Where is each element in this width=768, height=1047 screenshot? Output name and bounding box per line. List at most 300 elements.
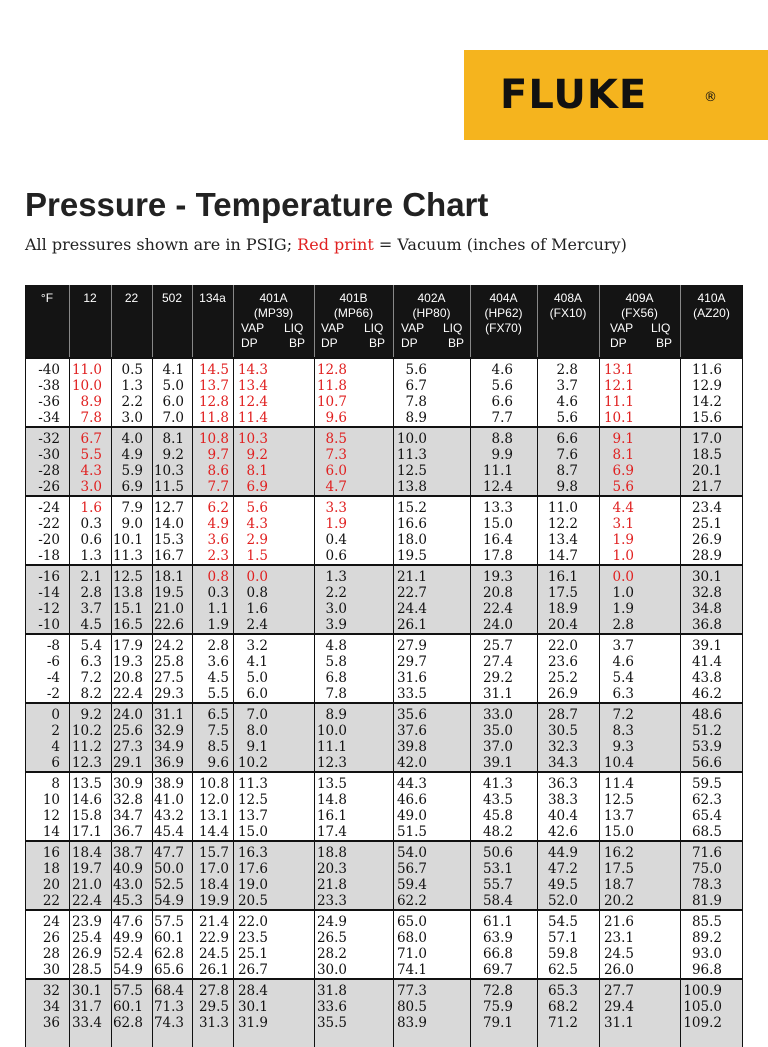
cell-r22: 4.0 [121, 431, 143, 447]
cell-r408a: 32.3 [547, 739, 578, 755]
cell-temp: -8 [46, 638, 60, 654]
table-row [25, 776, 743, 792]
cell-r404a: 31.1 [482, 686, 513, 702]
cell-r410a: 32.8 [691, 585, 722, 601]
table-row [25, 845, 743, 861]
cell-r401a: 6.9 [246, 479, 268, 495]
cell-r401a: 10.2 [237, 755, 268, 771]
table-row [25, 946, 743, 962]
cell-r410a: 28.9 [691, 548, 722, 564]
cell-r401b: 12.3 [316, 755, 347, 771]
cell-r404a: 7.7 [491, 410, 513, 426]
cell-r409a: 8.1 [612, 447, 634, 463]
cell-r12: 2.1 [80, 569, 102, 585]
table-row [25, 410, 743, 426]
cell-r408a: 13.4 [547, 532, 578, 548]
table-row [25, 617, 743, 633]
cell-r401a: 14.3 [237, 362, 268, 378]
cell-r404a: 22.4 [482, 601, 513, 617]
cell-r401b: 3.3 [325, 500, 347, 516]
cell-r409a: 1.9 [612, 532, 634, 548]
cell-r410a: 81.9 [691, 893, 722, 909]
cell-temp: 26 [42, 930, 60, 946]
cell-r134a: 1.1 [207, 601, 229, 617]
cell-r12: 31.7 [71, 999, 102, 1015]
cell-r12: 19.7 [71, 861, 102, 877]
table-row [25, 654, 743, 670]
cell-r410a: 68.5 [691, 824, 722, 840]
cell-r408a: 52.0 [547, 893, 578, 909]
table-row [25, 638, 743, 654]
cell-temp: -32 [38, 431, 60, 447]
cell-r134a: 2.3 [207, 548, 229, 564]
cell-r404a: 69.7 [482, 962, 513, 978]
cell-r402a: 83.9 [396, 1015, 427, 1031]
cell-r409a: 21.6 [603, 914, 634, 930]
cell-r22: 57.5 [112, 983, 143, 999]
cell-r401a: 28.4 [237, 983, 268, 999]
cell-r404a: 24.0 [482, 617, 513, 633]
cell-temp: 8 [51, 776, 60, 792]
cell-temp: -10 [38, 617, 60, 633]
cell-r401b: 13.5 [316, 776, 347, 792]
cell-r12: 7.8 [80, 410, 102, 426]
header-divider [599, 285, 600, 357]
header-r409a-name: 409A [625, 291, 654, 305]
cell-r401a: 2.9 [246, 532, 268, 548]
cell-r408a: 30.5 [547, 723, 578, 739]
header-temp [25, 285, 69, 357]
cell-r401b: 5.8 [325, 654, 347, 670]
cell-r408a: 26.9 [547, 686, 578, 702]
cell-r12: 1.6 [80, 500, 102, 516]
cell-r404a: 16.4 [482, 532, 513, 548]
temperature-block [25, 978, 743, 1047]
cell-r134a: 13.1 [198, 808, 229, 824]
cell-r409a: 6.3 [612, 686, 634, 702]
cell-r22: 5.9 [121, 463, 143, 479]
cell-r409a: 9.3 [612, 739, 634, 755]
cell-r408a: 47.2 [547, 861, 578, 877]
header-divider [393, 285, 394, 357]
cell-r401a: 16.3 [237, 845, 268, 861]
cell-r134a: 4.5 [207, 670, 229, 686]
cell-r502: 9.2 [162, 447, 184, 463]
cell-r408a: 54.5 [547, 914, 578, 930]
cell-r401b: 0.4 [325, 532, 347, 548]
cell-r22: 10.1 [112, 532, 143, 548]
header-divider [192, 285, 193, 357]
cell-r134a: 17.0 [198, 861, 229, 877]
header-r409a [599, 285, 680, 357]
cell-r402a: 46.6 [396, 792, 427, 808]
cell-r12: 1.3 [80, 548, 102, 564]
cell-r401b: 1.3 [325, 569, 347, 585]
registered-mark: ® [704, 90, 717, 105]
cell-r409a: 16.2 [603, 845, 634, 861]
header-r404a-alias: (HP62) [484, 306, 523, 320]
cell-temp: 0 [51, 707, 60, 723]
cell-temp: -24 [38, 500, 60, 516]
cell-r404a: 17.8 [482, 548, 513, 564]
cell-temp: -26 [38, 479, 60, 495]
table-row [25, 824, 743, 840]
cell-r502: 22.6 [153, 617, 184, 633]
cell-r12: 25.4 [71, 930, 102, 946]
cell-temp: 34 [42, 999, 60, 1015]
cell-r408a: 11.0 [547, 500, 578, 516]
cell-r409a: 26.0 [603, 962, 634, 978]
cell-r502: 52.5 [153, 877, 184, 893]
cell-r401a: 5.0 [246, 670, 268, 686]
cell-r134a: 7.5 [207, 723, 229, 739]
cell-r12: 13.5 [71, 776, 102, 792]
cell-r12: 22.4 [71, 893, 102, 909]
cell-r134a: 29.5 [198, 999, 229, 1015]
cell-r22: 17.9 [112, 638, 143, 654]
cell-r502: 71.3 [153, 999, 184, 1015]
cell-temp: -36 [38, 394, 60, 410]
cell-r408a: 28.7 [547, 707, 578, 723]
cell-r408a: 68.2 [547, 999, 578, 1015]
cell-r401a: 30.1 [237, 999, 268, 1015]
temperature-block [25, 357, 743, 426]
cell-r401b: 10.7 [316, 394, 347, 410]
cell-r409a: 8.3 [612, 723, 634, 739]
cell-r404a: 48.2 [482, 824, 513, 840]
vap-label: VAP [241, 321, 265, 335]
header-r402a-alias: (HP80) [412, 306, 451, 320]
header-r410a [680, 285, 743, 357]
cell-r410a: 11.6 [691, 362, 722, 378]
cell-r502: 32.9 [153, 723, 184, 739]
cell-r402a: 54.0 [396, 845, 427, 861]
cell-r12: 6.7 [80, 431, 102, 447]
cell-r409a: 10.1 [603, 410, 634, 426]
cell-r22: 0.5 [121, 362, 143, 378]
cell-r410a: 14.2 [691, 394, 722, 410]
cell-r134a: 26.1 [198, 962, 229, 978]
cell-r401b: 3.9 [325, 617, 347, 633]
cell-r410a: 21.7 [691, 479, 722, 495]
table-row [25, 516, 743, 532]
cell-r22: 36.7 [112, 824, 143, 840]
cell-r12: 4.3 [80, 463, 102, 479]
header-r410a-alias: (AZ20) [693, 306, 730, 320]
cell-r402a: 71.0 [396, 946, 427, 962]
cell-r502: 47.7 [153, 845, 184, 861]
cell-r134a: 9.7 [207, 447, 229, 463]
cell-temp: -20 [38, 532, 60, 548]
page-subtitle [25, 235, 627, 254]
table-row [25, 362, 743, 378]
header-r404a-name: 404A [489, 291, 518, 305]
cell-r410a: 62.3 [691, 792, 722, 808]
cell-r409a: 7.2 [612, 707, 634, 723]
cell-r402a: 10.0 [396, 431, 427, 447]
cell-r410a: 36.8 [691, 617, 722, 633]
cell-temp: 6 [51, 755, 60, 771]
cell-r408a: 14.7 [547, 548, 578, 564]
cell-r410a: 53.9 [691, 739, 722, 755]
subtitle-post: = Vacuum (inches of Mercury) [373, 235, 627, 254]
cell-r401a: 8.0 [246, 723, 268, 739]
cell-r404a: 15.0 [482, 516, 513, 532]
cell-r402a: 27.9 [396, 638, 427, 654]
cell-r401a: 22.0 [237, 914, 268, 930]
cell-r22: 30.9 [112, 776, 143, 792]
cell-temp: 14 [42, 824, 60, 840]
table-row [25, 962, 743, 978]
cell-r409a: 13.7 [603, 808, 634, 824]
cell-r404a: 45.8 [482, 808, 513, 824]
cell-temp: -4 [46, 670, 60, 686]
cell-r410a: 23.4 [691, 500, 722, 516]
cell-r402a: 77.3 [396, 983, 427, 999]
cell-r401b: 20.3 [316, 861, 347, 877]
header-divider [233, 285, 234, 357]
cell-r134a: 2.8 [207, 638, 229, 654]
column-divider [192, 357, 193, 1047]
cell-temp: -16 [38, 569, 60, 585]
cell-temp: 12 [42, 808, 60, 824]
cell-r401a: 5.6 [246, 500, 268, 516]
cell-temp: 2 [51, 723, 60, 739]
cell-r401b: 6.0 [325, 463, 347, 479]
cell-r410a: 89.2 [691, 930, 722, 946]
cell-r408a: 71.2 [547, 1015, 578, 1031]
header-r408a-name: 408A [553, 291, 583, 305]
cell-r409a: 12.1 [603, 378, 634, 394]
cell-r408a: 44.9 [547, 845, 578, 861]
cell-r12: 4.5 [80, 617, 102, 633]
cell-r404a: 43.5 [482, 792, 513, 808]
vap-label: VAP [401, 321, 425, 335]
table-row [25, 548, 743, 564]
header-r402a [393, 285, 470, 357]
cell-r410a: 12.9 [691, 378, 722, 394]
cell-r401a: 4.3 [246, 516, 268, 532]
cell-r401a: 11.3 [237, 776, 268, 792]
header-r401b-name: 401B [339, 291, 368, 305]
cell-r410a: 51.2 [691, 723, 722, 739]
cell-r12: 11.0 [71, 362, 102, 378]
header-r22 [111, 285, 152, 357]
dp-label: DP [321, 336, 338, 350]
cell-r12: 15.8 [71, 808, 102, 824]
cell-r409a: 5.4 [612, 670, 634, 686]
cell-r402a: 59.4 [396, 877, 427, 893]
cell-r410a: 109.2 [683, 1015, 722, 1031]
cell-r22: 38.7 [112, 845, 143, 861]
cell-r22: 49.9 [112, 930, 143, 946]
cell-r502: 38.9 [153, 776, 184, 792]
header-divider [537, 285, 538, 357]
cell-r410a: 78.3 [691, 877, 722, 893]
cell-temp: -2 [46, 686, 60, 702]
cell-r401b: 30.0 [316, 962, 347, 978]
cell-r401a: 3.2 [246, 638, 268, 654]
cell-r408a: 42.6 [547, 824, 578, 840]
cell-r401a: 11.4 [237, 410, 268, 426]
cell-r402a: 74.1 [396, 962, 427, 978]
cell-r134a: 0.3 [207, 585, 229, 601]
cell-r22: 45.3 [112, 893, 143, 909]
cell-r401a: 9.1 [246, 739, 268, 755]
cell-r12: 17.1 [71, 824, 102, 840]
cell-r22: 47.6 [112, 914, 143, 930]
cell-r401a: 4.1 [246, 654, 268, 670]
cell-r408a: 6.6 [556, 431, 578, 447]
cell-r134a: 24.5 [198, 946, 229, 962]
header-temp-label: °F [40, 291, 54, 305]
cell-r22: 24.0 [112, 707, 143, 723]
cell-temp: -30 [38, 447, 60, 463]
dp-label: DP [241, 336, 258, 350]
cell-r12: 7.2 [80, 670, 102, 686]
cell-r410a: 93.0 [691, 946, 722, 962]
cell-r401b: 9.6 [325, 410, 347, 426]
cell-r502: 65.6 [153, 962, 184, 978]
cell-r402a: 62.2 [396, 893, 427, 909]
cell-r402a: 31.6 [396, 670, 427, 686]
cell-r401b: 6.8 [325, 670, 347, 686]
cell-temp: -22 [38, 516, 60, 532]
cell-r401b: 11.1 [316, 739, 347, 755]
cell-r502: 29.3 [153, 686, 184, 702]
cell-r402a: 80.5 [396, 999, 427, 1015]
cell-temp: 24 [42, 914, 60, 930]
cell-r401a: 20.5 [237, 893, 268, 909]
cell-temp: 36 [42, 1015, 60, 1031]
cell-r502: 57.5 [153, 914, 184, 930]
cell-r408a: 34.3 [547, 755, 578, 771]
cell-r404a: 37.0 [482, 739, 513, 755]
header-r401a-name: 401A [259, 291, 288, 305]
cell-r402a: 19.5 [396, 548, 427, 564]
cell-r401b: 12.8 [316, 362, 347, 378]
liq-label: LIQ [284, 321, 304, 335]
header-divider [69, 285, 70, 357]
cell-r410a: 39.1 [691, 638, 722, 654]
cell-r401a: 10.3 [237, 431, 268, 447]
header-r401b-alias: (MP66) [333, 306, 374, 320]
table-row [25, 601, 743, 617]
cell-r402a: 8.9 [405, 410, 427, 426]
cell-r401b: 24.9 [316, 914, 347, 930]
cell-r402a: 65.0 [396, 914, 427, 930]
cell-r22: 3.0 [121, 410, 143, 426]
cell-r409a: 2.8 [612, 617, 634, 633]
cell-r410a: 15.6 [691, 410, 722, 426]
header-r12-label: 12 [83, 291, 97, 305]
cell-r134a: 5.5 [207, 686, 229, 702]
bp-label: BP [289, 336, 306, 350]
column-divider [393, 357, 394, 1047]
column-divider [314, 357, 315, 1047]
cell-r22: 34.7 [112, 808, 143, 824]
cell-r12: 0.3 [80, 516, 102, 532]
brand-logo [464, 50, 768, 140]
cell-r404a: 12.4 [482, 479, 513, 495]
cell-r410a: 56.6 [691, 755, 722, 771]
table-row [25, 877, 743, 893]
table-row [25, 378, 743, 394]
cell-r502: 62.8 [153, 946, 184, 962]
table-row [25, 999, 743, 1015]
cell-r12: 30.1 [71, 983, 102, 999]
column-divider [152, 357, 153, 1047]
header-divider [152, 285, 153, 357]
cell-r12: 28.5 [71, 962, 102, 978]
header-r408a-alias: (FX10) [549, 306, 587, 320]
cell-r408a: 7.6 [556, 447, 578, 463]
column-divider [69, 357, 70, 1047]
cell-r502: 19.5 [153, 585, 184, 601]
cell-temp: -40 [38, 362, 60, 378]
table-row [25, 739, 743, 755]
cell-r401a: 17.6 [237, 861, 268, 877]
cell-temp: 30 [42, 962, 60, 978]
table-row [25, 431, 743, 447]
cell-r402a: 24.4 [396, 601, 427, 617]
cell-temp: 16 [42, 845, 60, 861]
cell-temp: -34 [38, 410, 60, 426]
cell-r404a: 6.6 [491, 394, 513, 410]
header-r401a [233, 285, 314, 357]
header-r502 [152, 285, 192, 357]
cell-r134a: 0.8 [207, 569, 229, 585]
table-row [25, 930, 743, 946]
header-r12 [69, 285, 111, 357]
cell-r404a: 79.1 [482, 1015, 513, 1031]
cell-r12: 11.2 [71, 739, 102, 755]
cell-r404a: 50.6 [482, 845, 513, 861]
cell-r409a: 1.9 [612, 601, 634, 617]
cell-r401a: 0.8 [246, 585, 268, 601]
cell-r12: 23.9 [71, 914, 102, 930]
cell-r502: 41.0 [153, 792, 184, 808]
cell-r502: 34.9 [153, 739, 184, 755]
cell-r409a: 12.5 [603, 792, 634, 808]
table-row [25, 394, 743, 410]
cell-r408a: 40.4 [547, 808, 578, 824]
cell-r401b: 0.6 [325, 548, 347, 564]
cell-r134a: 27.8 [198, 983, 229, 999]
column-divider [680, 357, 681, 1047]
cell-r134a: 3.6 [207, 654, 229, 670]
cell-r402a: 15.2 [396, 500, 427, 516]
cell-r404a: 13.3 [482, 500, 513, 516]
header-r402a-name: 402A [417, 291, 446, 305]
cell-r410a: 26.9 [691, 532, 722, 548]
cell-temp: -6 [46, 654, 60, 670]
subtitle-red: Red print [297, 235, 374, 254]
cell-temp: 22 [42, 893, 60, 909]
cell-r401a: 6.0 [246, 686, 268, 702]
cell-r134a: 12.8 [198, 394, 229, 410]
column-divider [537, 357, 538, 1047]
cell-r401b: 16.1 [316, 808, 347, 824]
cell-r401a: 12.5 [237, 792, 268, 808]
cell-r401b: 8.9 [325, 707, 347, 723]
cell-r401a: 26.7 [237, 962, 268, 978]
vap-label: VAP [321, 321, 345, 335]
cell-r408a: 38.3 [547, 792, 578, 808]
subtitle-pre: All pressures shown are in PSIG; [25, 235, 298, 254]
cell-r401a: 31.9 [237, 1015, 268, 1031]
cell-r410a: 18.5 [691, 447, 722, 463]
